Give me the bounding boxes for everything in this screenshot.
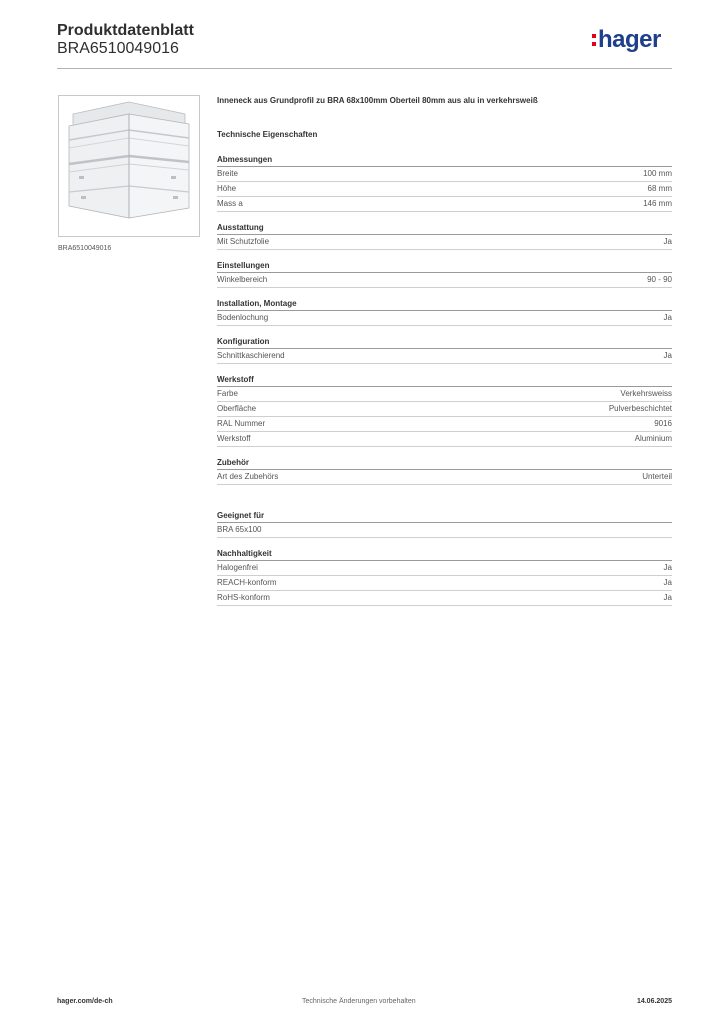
properties-sections <box>217 155 672 485</box>
property-label: REACH-konform <box>217 578 277 587</box>
property-value: 9016 <box>654 419 672 428</box>
property-row <box>217 561 672 576</box>
page-title: Produktdatenblatt <box>57 22 194 39</box>
property-value: Unterteil <box>642 472 672 481</box>
property-label: Breite <box>217 169 238 178</box>
footer-website: hager.com/de-ch <box>57 998 113 1005</box>
property-row <box>217 402 672 417</box>
section-spacer <box>217 485 672 511</box>
property-row <box>217 235 672 250</box>
property-row <box>217 470 672 485</box>
property-section <box>217 155 672 212</box>
footer-notice: Technische Änderungen vorbehalten <box>302 998 416 1005</box>
property-row <box>217 591 672 606</box>
property-section <box>217 223 672 250</box>
suitability-sections <box>217 511 672 606</box>
product-code: BRA6510049016 <box>57 40 179 57</box>
property-value: 90 - 90 <box>647 275 672 284</box>
property-label: Bodenlochung <box>217 313 269 322</box>
property-value: Ja <box>663 593 672 602</box>
property-label: RoHS-konform <box>217 593 270 602</box>
property-section <box>217 549 672 606</box>
property-section <box>217 261 672 288</box>
property-label: Farbe <box>217 389 238 398</box>
property-value: 146 mm <box>643 199 672 208</box>
property-value: Ja <box>663 563 672 572</box>
image-caption: BRA6510049016 <box>58 245 112 252</box>
property-row <box>217 349 672 364</box>
property-section <box>217 511 672 538</box>
property-label: Schnittkaschierend <box>217 351 285 360</box>
property-value: 100 mm <box>643 169 672 178</box>
section-title: Installation, Montage <box>217 299 672 311</box>
cable-duct-inner-corner-icon <box>59 96 199 236</box>
property-label: Oberfläche <box>217 404 257 413</box>
footer-date: 14.06.2025 <box>636 998 672 1005</box>
section-title: Einstellungen <box>217 261 672 273</box>
section-title: Geeignet für <box>217 511 672 523</box>
section-title: Werkstoff <box>217 375 672 387</box>
property-value: Aluminium <box>634 434 672 443</box>
property-row <box>217 387 672 402</box>
section-title: Abmessungen <box>217 155 672 167</box>
section-title: Ausstattung <box>217 223 672 235</box>
section-title: Nachhaltigkeit <box>217 549 672 561</box>
property-row <box>217 523 672 538</box>
property-label: BRA 65x100 <box>217 525 262 534</box>
property-label: Halogenfrei <box>217 563 258 572</box>
property-row <box>217 311 672 326</box>
property-row <box>217 576 672 591</box>
property-row <box>217 417 672 432</box>
property-section <box>217 458 672 485</box>
property-value: 68 mm <box>647 184 672 193</box>
property-row <box>217 273 672 288</box>
product-image <box>58 95 200 237</box>
property-section <box>217 337 672 364</box>
property-section <box>217 375 672 447</box>
property-label: Höhe <box>217 184 237 193</box>
property-row <box>217 197 672 212</box>
property-value: Ja <box>663 237 672 246</box>
technical-properties-heading: Technische Eigenschaften <box>217 130 318 139</box>
property-row <box>217 167 672 182</box>
logo-text: hager <box>598 26 661 53</box>
property-label: Werkstoff <box>217 434 251 443</box>
property-row <box>217 432 672 447</box>
product-description: Inneneck aus Grundprofil zu BRA 68x100mm Oberteil 80mm aus alu in verkehrsweiß <box>217 96 538 105</box>
property-label: Winkelbereich <box>217 275 268 284</box>
section-title: Konfiguration <box>217 337 672 349</box>
product-details <box>217 96 672 606</box>
property-value: Pulverbeschichtet <box>608 404 672 413</box>
hager-logo <box>592 26 661 54</box>
property-label: Art des Zubehörs <box>217 472 279 481</box>
section-title: Zubehör <box>217 458 672 470</box>
logo-dots-icon <box>592 34 596 46</box>
property-label: RAL Nummer <box>217 419 266 428</box>
property-section <box>217 299 672 326</box>
property-label: Mit Schutzfolie <box>217 237 270 246</box>
property-value: Verkehrsweiss <box>620 389 672 398</box>
property-row <box>217 182 672 197</box>
header-divider <box>57 68 672 69</box>
property-label: Mass a <box>217 199 243 208</box>
property-value: Ja <box>663 578 672 587</box>
property-value: Ja <box>663 351 672 360</box>
property-value: Ja <box>663 313 672 322</box>
